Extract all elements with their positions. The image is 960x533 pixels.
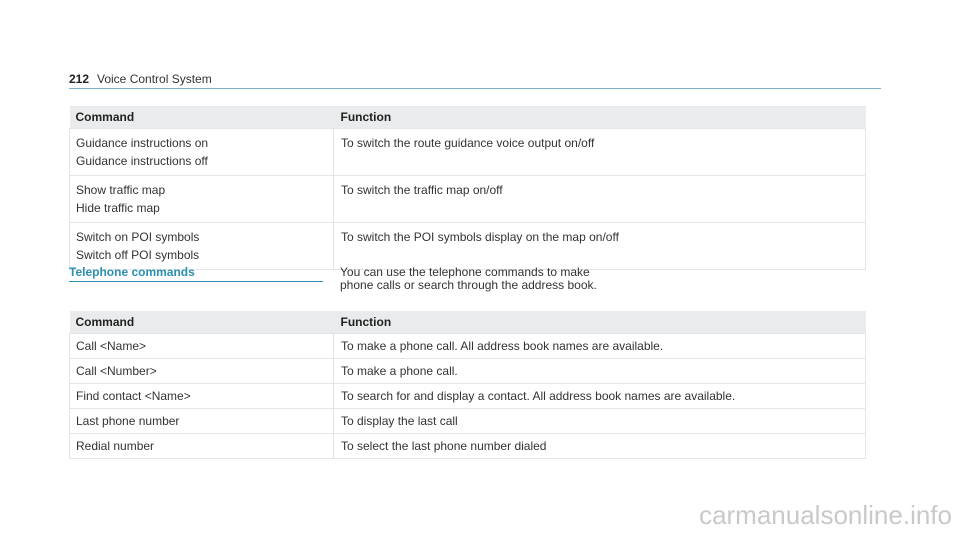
- table-row: [70, 334, 866, 359]
- column-header-function: Function: [334, 106, 866, 129]
- command-cell: Find contact <Name>: [70, 384, 334, 409]
- table-row: [70, 359, 866, 384]
- command-cell: Redial number: [70, 434, 334, 459]
- command-text: Guidance instructions off: [76, 154, 208, 168]
- column-header-command: Command: [70, 106, 334, 129]
- command-text: Switch on POI symbols: [76, 230, 200, 244]
- section-heading-telephone: Telephone commands: [69, 265, 323, 282]
- command-text: Guidance instructions on: [76, 136, 209, 150]
- navigation-commands-table: [69, 106, 866, 270]
- command-cell: [70, 176, 334, 223]
- column-header-function: Function: [334, 311, 866, 334]
- function-cell: To make a phone call. All address book names are available.: [334, 334, 866, 359]
- telephone-commands-table: [69, 311, 866, 459]
- function-cell: To switch the route guidance voice output on/off: [334, 129, 866, 176]
- watermark: carmanualsonline.info: [699, 500, 952, 530]
- function-cell: To make a phone call.: [334, 359, 866, 384]
- table-row: [70, 409, 866, 434]
- command-cell: Last phone number: [70, 409, 334, 434]
- command-cell: [70, 129, 334, 176]
- telephone-intro: [340, 266, 630, 292]
- table-row: [70, 129, 866, 176]
- command-text: Hide traffic map: [76, 201, 160, 215]
- page-number: 212: [69, 72, 90, 86]
- function-cell: To switch the traffic map on/off: [334, 176, 866, 223]
- function-cell: To display the last call: [334, 409, 866, 434]
- intro-line: phone calls or search through the address book.: [340, 278, 597, 292]
- intro-line: You can use the telephone commands to make: [340, 265, 590, 279]
- command-text: Switch off POI symbols: [76, 248, 200, 262]
- command-text: Show traffic map: [76, 183, 166, 197]
- section-title: Voice Control System: [97, 72, 212, 86]
- function-cell: To search for and display a contact. All address book names are available.: [334, 384, 866, 409]
- table-row: [70, 384, 866, 409]
- table-header-row: [70, 106, 866, 129]
- command-cell: Call <Name>: [70, 334, 334, 359]
- command-cell: Call <Number>: [70, 359, 334, 384]
- command-cell: [70, 223, 334, 270]
- function-cell: To select the last phone number dialed: [334, 434, 866, 459]
- table-header-row: [70, 311, 866, 334]
- table-row: [70, 223, 866, 270]
- table-row: [70, 176, 866, 223]
- table-row: [70, 434, 866, 459]
- page-header: [69, 72, 881, 89]
- function-cell: To switch the POI symbols display on the map on/off: [334, 223, 866, 270]
- column-header-command: Command: [70, 311, 334, 334]
